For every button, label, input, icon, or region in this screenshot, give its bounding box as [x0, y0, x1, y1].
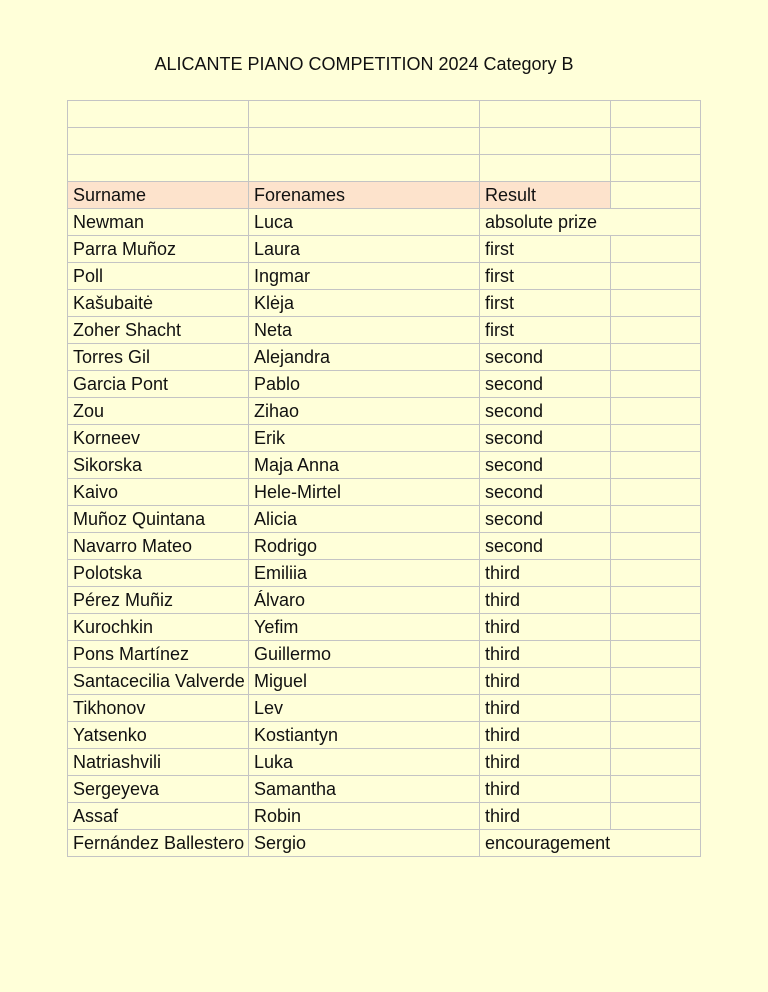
surname-cell[interactable]: Fernández Ballestero: [68, 830, 249, 857]
table-row: [68, 533, 701, 560]
table-row: [68, 452, 701, 479]
header-result[interactable]: Result: [480, 182, 611, 209]
table-row: [68, 560, 701, 587]
forenames-cell[interactable]: Kostiantyn: [249, 722, 480, 749]
empty-cell[interactable]: [68, 101, 249, 128]
result-cell[interactable]: third: [480, 776, 611, 803]
result-cell[interactable]: third: [480, 560, 611, 587]
empty-cell[interactable]: [611, 695, 701, 722]
surname-cell[interactable]: Parra Muñoz: [68, 236, 249, 263]
empty-cell[interactable]: [249, 128, 480, 155]
forenames-cell[interactable]: Laura: [249, 236, 480, 263]
table-row: [68, 479, 701, 506]
empty-cell[interactable]: [68, 128, 249, 155]
forenames-cell[interactable]: Pablo: [249, 371, 480, 398]
surname-cell[interactable]: Muñoz Quintana: [68, 506, 249, 533]
table-row: [68, 614, 701, 641]
empty-cell[interactable]: [611, 344, 701, 371]
empty-cell[interactable]: [480, 128, 611, 155]
empty-cell[interactable]: [611, 668, 701, 695]
empty-row: [68, 128, 701, 155]
table-row: [68, 803, 701, 830]
surname-cell[interactable]: Pons Martínez: [68, 641, 249, 668]
document-title: ALICANTE PIANO COMPETITION 2024 Category B: [154, 54, 574, 74]
result-cell[interactable]: first: [480, 263, 611, 290]
forenames-cell[interactable]: Rodrigo: [249, 533, 480, 560]
forenames-cell[interactable]: Yefim: [249, 614, 480, 641]
empty-row: [68, 155, 701, 182]
empty-cell[interactable]: [611, 533, 701, 560]
empty-cell[interactable]: [611, 560, 701, 587]
empty-cell[interactable]: [611, 506, 701, 533]
empty-cell[interactable]: [480, 155, 611, 182]
table-row: [68, 263, 701, 290]
empty-cell[interactable]: [249, 101, 480, 128]
result-cell[interactable]: third: [480, 722, 611, 749]
table-row: [68, 371, 701, 398]
surname-cell[interactable]: Garcia Pont: [68, 371, 249, 398]
surname-cell[interactable]: Newman: [68, 209, 249, 236]
surname-cell[interactable]: Korneev: [68, 425, 249, 452]
table-row: [68, 722, 701, 749]
surname-cell[interactable]: Torres Gil: [68, 344, 249, 371]
forenames-cell[interactable]: Emiliia: [249, 560, 480, 587]
empty-cell[interactable]: [611, 452, 701, 479]
empty-cell[interactable]: [611, 398, 701, 425]
forenames-cell[interactable]: Klėja: [249, 290, 480, 317]
surname-cell[interactable]: Tikhonov: [68, 695, 249, 722]
forenames-cell[interactable]: Luka: [249, 749, 480, 776]
forenames-cell[interactable]: Lev: [249, 695, 480, 722]
header-row: [68, 182, 701, 209]
result-cell[interactable]: third: [480, 614, 611, 641]
surname-cell[interactable]: Zoher Shacht: [68, 317, 249, 344]
forenames-cell[interactable]: Miguel: [249, 668, 480, 695]
result-cell[interactable]: second: [480, 398, 611, 425]
surname-cell[interactable]: Pérez Muñiz: [68, 587, 249, 614]
results-table: [67, 100, 701, 857]
forenames-cell[interactable]: Alejandra: [249, 344, 480, 371]
empty-cell[interactable]: [611, 101, 701, 128]
result-cell[interactable]: third: [480, 695, 611, 722]
empty-cell[interactable]: [611, 425, 701, 452]
empty-cell[interactable]: [611, 290, 701, 317]
table-row: [68, 506, 701, 533]
surname-cell[interactable]: Natriashvili: [68, 749, 249, 776]
forenames-cell[interactable]: Guillermo: [249, 641, 480, 668]
empty-cell[interactable]: [611, 317, 701, 344]
empty-cell[interactable]: [611, 803, 701, 830]
empty-cell[interactable]: [611, 128, 701, 155]
result-cell[interactable]: absolute prize: [480, 209, 611, 236]
result-cell[interactable]: third: [480, 668, 611, 695]
forenames-cell[interactable]: Samantha: [249, 776, 480, 803]
table-row: [68, 236, 701, 263]
empty-cell[interactable]: [611, 614, 701, 641]
result-cell[interactable]: first: [480, 236, 611, 263]
empty-cell[interactable]: [611, 641, 701, 668]
result-cell[interactable]: second: [480, 506, 611, 533]
forenames-cell[interactable]: Sergio: [249, 830, 480, 857]
forenames-cell[interactable]: Erik: [249, 425, 480, 452]
empty-cell[interactable]: [611, 479, 701, 506]
empty-cell[interactable]: [611, 209, 701, 236]
result-cell[interactable]: second: [480, 371, 611, 398]
empty-cell[interactable]: [249, 155, 480, 182]
forenames-cell[interactable]: Alicia: [249, 506, 480, 533]
empty-cell[interactable]: [611, 236, 701, 263]
table-row: [68, 290, 701, 317]
table-row: [68, 641, 701, 668]
surname-cell[interactable]: Poll: [68, 263, 249, 290]
result-cell[interactable]: third: [480, 641, 611, 668]
forenames-cell[interactable]: Luca: [249, 209, 480, 236]
forenames-cell[interactable]: Maja Anna: [249, 452, 480, 479]
empty-cell[interactable]: [611, 182, 701, 209]
result-cell[interactable]: first: [480, 317, 611, 344]
empty-cell[interactable]: [480, 101, 611, 128]
table-row: [68, 425, 701, 452]
table-row: [68, 830, 701, 857]
table-row: [68, 209, 701, 236]
surname-cell[interactable]: Kurochkin: [68, 614, 249, 641]
forenames-cell[interactable]: Zihao: [249, 398, 480, 425]
surname-cell[interactable]: Kaivo: [68, 479, 249, 506]
empty-cell[interactable]: [68, 155, 249, 182]
result-cell[interactable]: second: [480, 479, 611, 506]
empty-row: [68, 101, 701, 128]
surname-cell[interactable]: Yatsenko: [68, 722, 249, 749]
result-cell[interactable]: third: [480, 803, 611, 830]
result-cell[interactable]: first: [480, 290, 611, 317]
surname-cell[interactable]: Assaf: [68, 803, 249, 830]
surname-cell[interactable]: Sikorska: [68, 452, 249, 479]
table-row: [68, 398, 701, 425]
forenames-cell[interactable]: Robin: [249, 803, 480, 830]
forenames-cell[interactable]: Ingmar: [249, 263, 480, 290]
result-cell[interactable]: second: [480, 452, 611, 479]
table-row: [68, 749, 701, 776]
empty-cell[interactable]: [611, 587, 701, 614]
surname-cell[interactable]: Santacecilia Valverde: [68, 668, 249, 695]
empty-cell[interactable]: [611, 371, 701, 398]
table-row: [68, 776, 701, 803]
forenames-cell[interactable]: Álvaro: [249, 587, 480, 614]
empty-cell[interactable]: [611, 722, 701, 749]
empty-cell[interactable]: [611, 776, 701, 803]
empty-cell[interactable]: [611, 263, 701, 290]
result-cell[interactable]: second: [480, 533, 611, 560]
surname-cell[interactable]: Zou: [68, 398, 249, 425]
header-surname[interactable]: Surname: [68, 182, 249, 209]
result-cell[interactable]: encouragement: [480, 830, 611, 857]
surname-cell[interactable]: Sergeyeva: [68, 776, 249, 803]
surname-cell[interactable]: Navarro Mateo: [68, 533, 249, 560]
result-cell[interactable]: second: [480, 344, 611, 371]
empty-cell[interactable]: [611, 155, 701, 182]
table-row: [68, 695, 701, 722]
forenames-cell[interactable]: Hele-Mirtel: [249, 479, 480, 506]
result-cell[interactable]: third: [480, 587, 611, 614]
empty-cell[interactable]: [611, 830, 701, 857]
table-row: [68, 587, 701, 614]
surname-cell[interactable]: Kašubaitė: [68, 290, 249, 317]
table-row: [68, 317, 701, 344]
forenames-cell[interactable]: Neta: [249, 317, 480, 344]
result-cell[interactable]: second: [480, 425, 611, 452]
table-row: [68, 668, 701, 695]
surname-cell[interactable]: Polotska: [68, 560, 249, 587]
table-row: [68, 344, 701, 371]
header-forenames[interactable]: Forenames: [249, 182, 480, 209]
empty-cell[interactable]: [611, 749, 701, 776]
result-cell[interactable]: third: [480, 749, 611, 776]
